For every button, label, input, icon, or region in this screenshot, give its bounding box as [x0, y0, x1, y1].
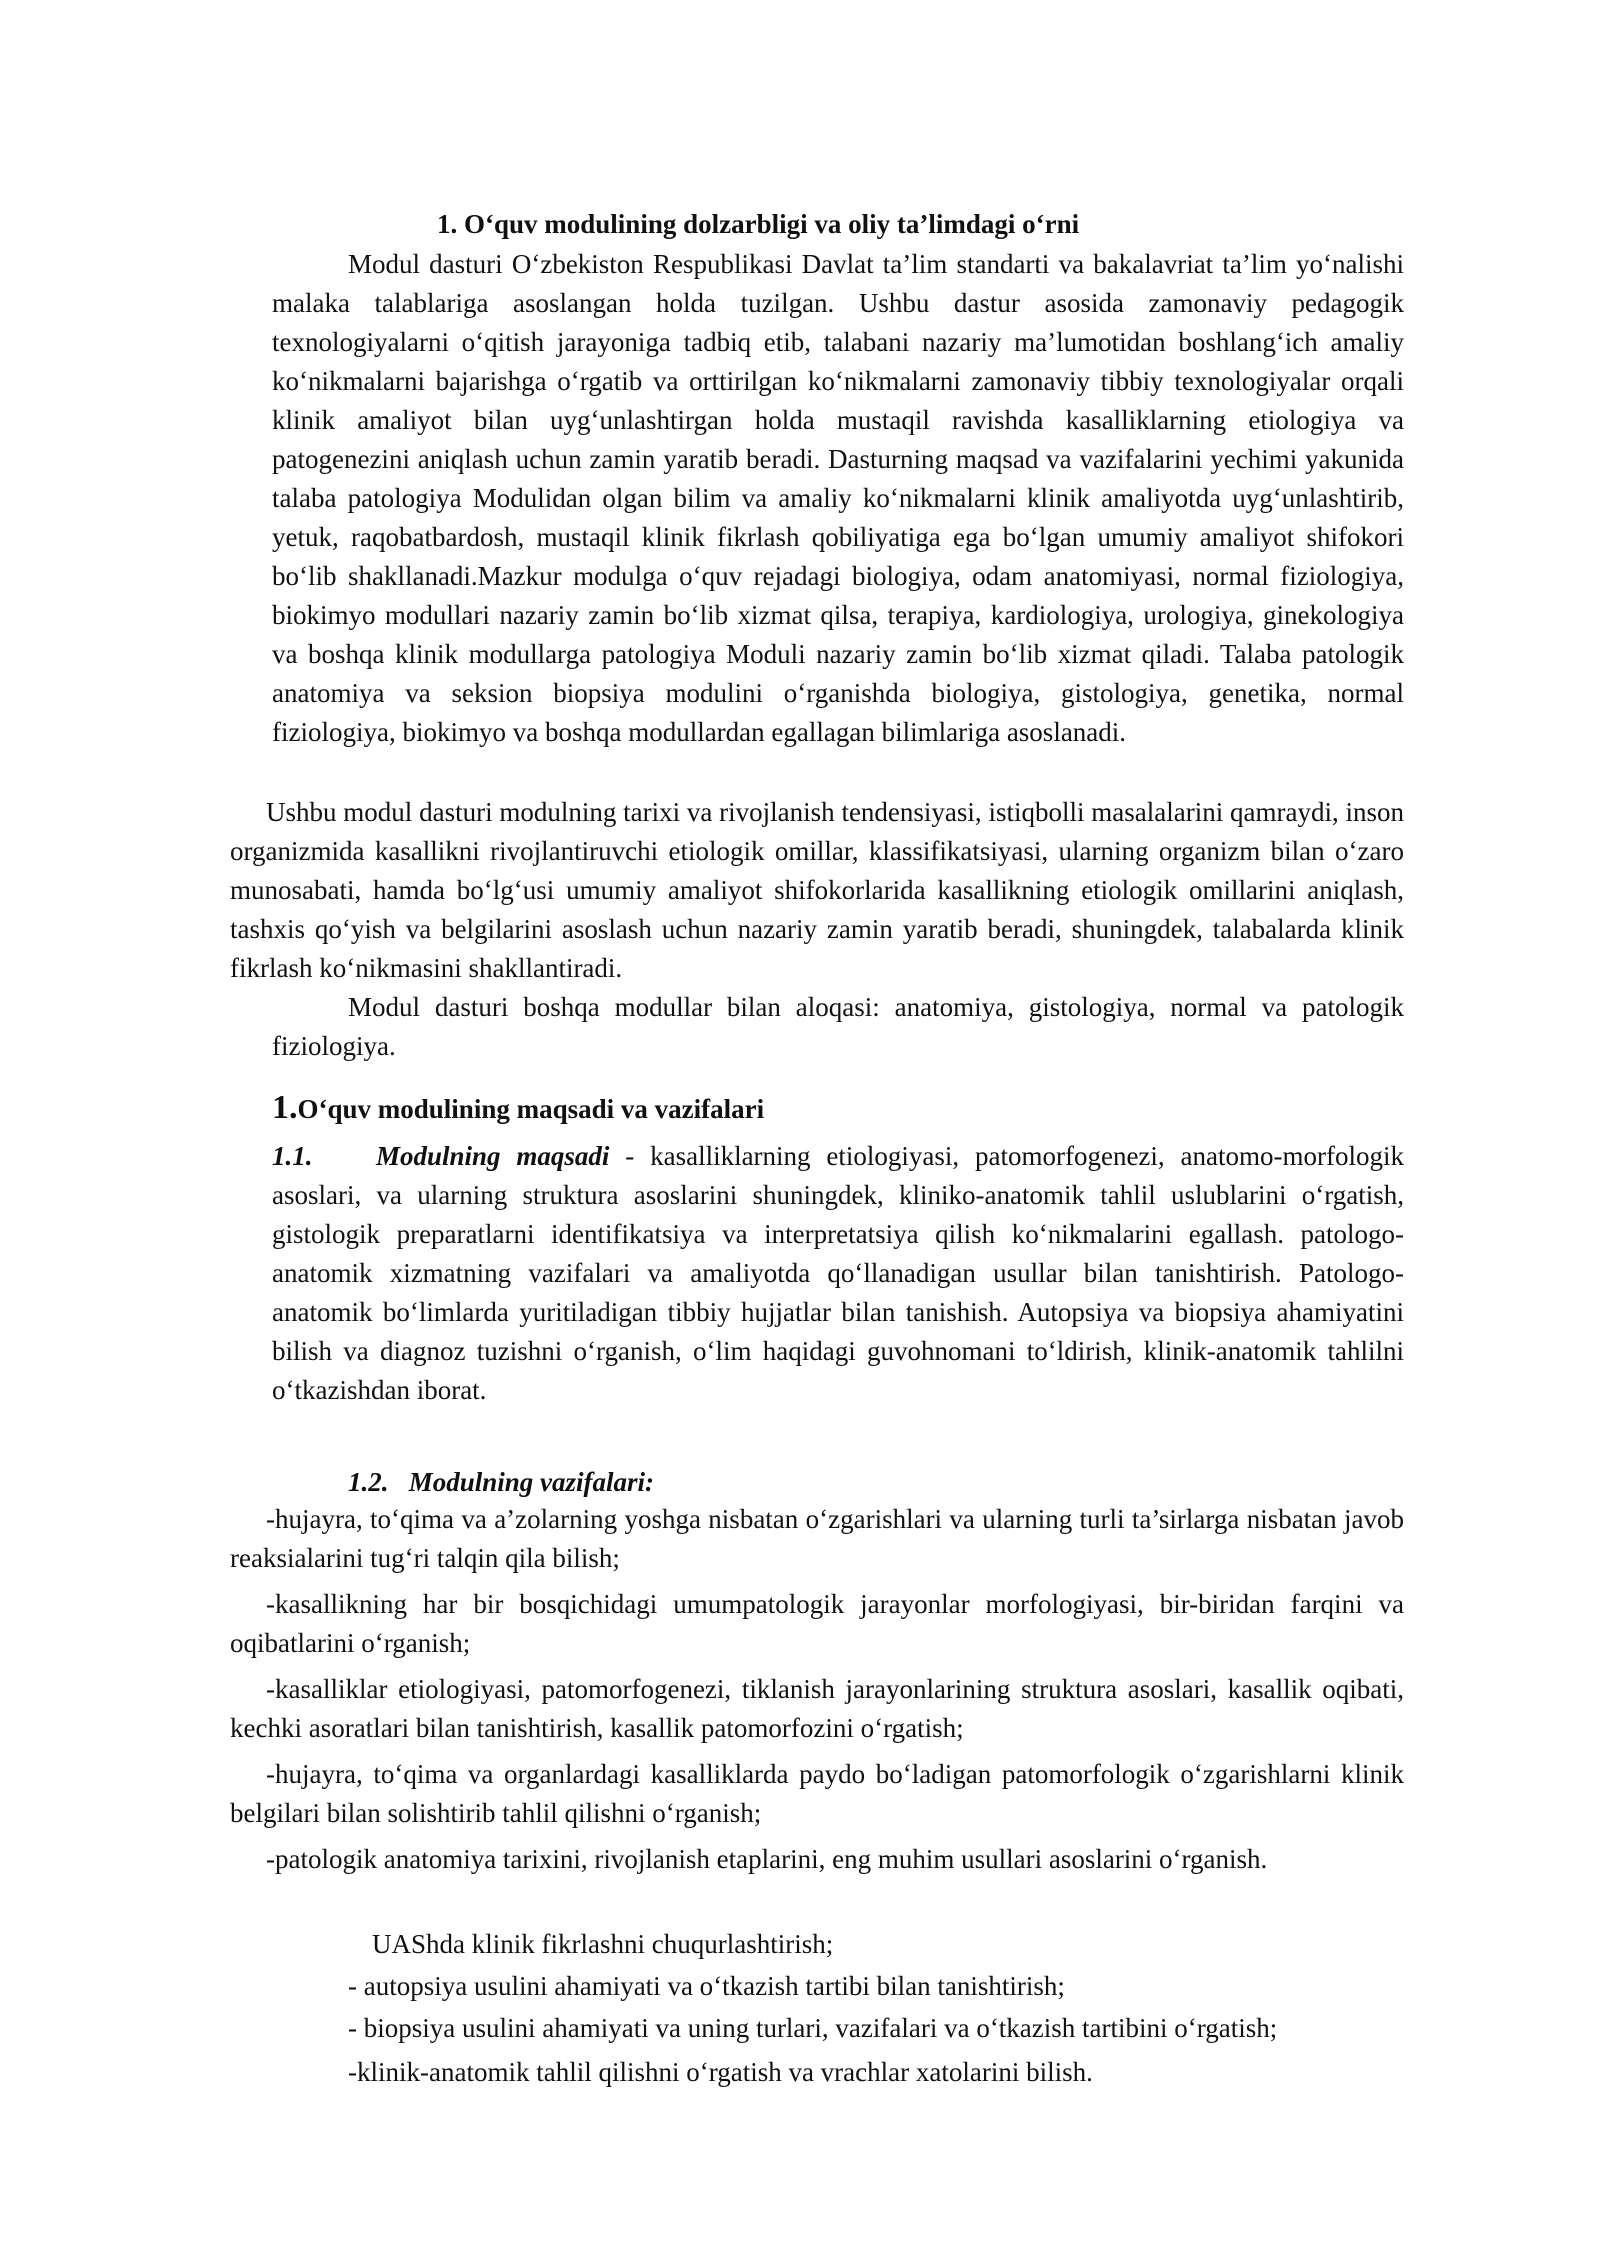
section-2-title	[272, 1088, 764, 1129]
task-item: -kasalliklar etiologiyasi, patomorfogenezi, tiklanish jarayonlarining struktura asoslari, kasallik oqibati, kechki asoratlari bilan tanishtirish, kasallik patomorfozini o‘rgatish;	[230, 1674, 1404, 1743]
task-item: -hujayra, to‘qima va a’zolarning yoshga nisbatan o‘zgarishlari va ularning turli ta’sirlarga nisbatan javob reaksialarini tug‘ri talqin qila bilish;	[230, 1504, 1404, 1573]
extra-item: - biopsiya usulini ahamiyati va uning turlari, vazifalari va o‘tkazish tartibini o‘rgatish;	[348, 2013, 1278, 2043]
task-item: -hujayra, to‘qima va organlardagi kasalliklarda paydo bo‘ladigan patomorfologik o‘zgarishlarni klinik belgilari bilan solishtirib tahlil qilishni o‘rganish;	[230, 1759, 1404, 1828]
goal-label: 1.1. Modulning maqsadi	[272, 1141, 610, 1171]
goal-paragraph	[272, 1137, 1404, 1410]
section-1-paragraph-3: Modul dasturi boshqa modullar bilan aloqasi: anatomiya, gistologiya, normal va patologik fiziologiya.	[272, 992, 1404, 1061]
task-item: -patologik anatomiya tarixini, rivojlanish etaplarini, eng muhim usullari asoslarini o‘rganish.	[266, 1844, 1268, 1874]
extra-item: UAShda klinik fikrlashni chuqurlashtirish;	[372, 1929, 834, 1959]
goal-text: - kasalliklarning etiologiyasi, patomorfogenezi, anatomo-morfologik asoslari, va ularning struktura asoslarini shuningdek, kliniko-anatomik tahlil uslublarini o‘rgatish, gistologik preparatlarni identifikatsiya va interpretatsiya qilish ko‘nikmalarini egallash. patologo- anatomik xizmatning vazifalari va amaliyotda qo‘llanadigan usullar bilan tanishtirish. Patologo-anatomik bo‘limlarda yuritiladigan tibbiy hujjatlar bilan tanishish. Autopsiya va biopsiya ahamiyatini bilish va diagnoz tuzishni o‘rganish, o‘lim haqidagi guvohnomani to‘ldirish, klinik-anatomik tahlilni o‘tkazishdan iborat.	[272, 1141, 1404, 1405]
extra-item: - autopsiya usulini ahamiyati va o‘tkazish tartibi bilan tanishtirish;	[348, 1971, 1065, 2001]
section-2-number: 1.	[272, 1089, 298, 1126]
section-2-title-text: O‘quv modulining maqsadi va vazifalari	[297, 1094, 765, 1124]
task-item: -kasallikning har bir bosqichidagi umumpatologik jarayonlar morfologiyasi, bir-biridan farqini va oqibatlarini o‘rganish;	[230, 1589, 1404, 1658]
section-1-title: 1. O‘quv modulining dolzarbligi va oliy ta’limdagi o‘rni	[437, 209, 1080, 239]
tasks-label: 1.2. Modulning vazifalari:	[348, 1467, 655, 1497]
section-1-paragraph-2: Ushbu modul dasturi modulning tarixi va rivojlanish tendensiyasi, istiqbolli masalalarini qamraydi, inson organizmida kasallikni rivojlantiruvchi etiologik omillar, klassifikatsiyasi, ularning organizm bilan o‘zaro munosabati, hamda bo‘lg‘usi umumiy amaliyot shifokorlarida kasallikning etiologik omillarini aniqlash, tashxis qo‘yish va belgilarini asoslash uchun nazariy zamin yaratib beradi, shuningdek, talabalarda klinik fikrlash ko‘nikmasini shakllantiradi.	[230, 797, 1404, 983]
extra-item: -klinik-anatomik tahlil qilishni o‘rgatish va vrachlar xatolarini bilish.	[348, 2057, 1093, 2087]
section-1-paragraph-1: Modul dasturi O‘zbekiston Respublikasi Davlat ta’lim standarti va bakalavriat ta’lim yo‘nalishi malaka talablariga asoslangan holda tuzilgan. Ushbu dastur asosida zamonaviy pedagogik texnologiyalarni o‘qitish jarayoniga tadbiq etib, talabani nazariy ma’lumotidan boshlang‘ich amaliy ko‘nikmalarni bajarishga o‘rgatib va orttirilgan ko‘nikmalarni zamonaviy tibbiy texnologiyalar orqali klinik amaliyot bilan uyg‘unlashtirgan holda mustaqil ravishda kasalliklarning etiologiya va patogenezini aniqlash uchun zamin yaratib beradi. Dasturning maqsad va vazifalarini yechimi yakunida talaba patologiya Modulidan olgan bilim va amaliy ko‘nikmalarni klinik amaliyotda uyg‘unlashtirib, yetuk, raqobatbardosh, mustaqil klinik fikrlash qobiliyatiga ega bo‘lgan umumiy amaliyot shifokori bo‘lib shakllanadi.Mazkur modulga o‘quv rejadagi biologiya, odam anatomiyasi, normal fiziologiya, biokimyo modullari nazariy zamin bo‘lib xizmat qilsa, terapiya, kardiologiya, urologiya, ginekologiya va boshqa klinik modullarga patologiya Moduli nazariy zamin bo‘lib xizmat qiladi. Talaba patologik anatomiya va seksion biopsiya modulini o‘rganishda biologiya, gistologiya, genetika, normal fiziologiya, biokimyo va boshqa modullardan egallagan bilimlariga asoslanadi.	[272, 249, 1404, 747]
